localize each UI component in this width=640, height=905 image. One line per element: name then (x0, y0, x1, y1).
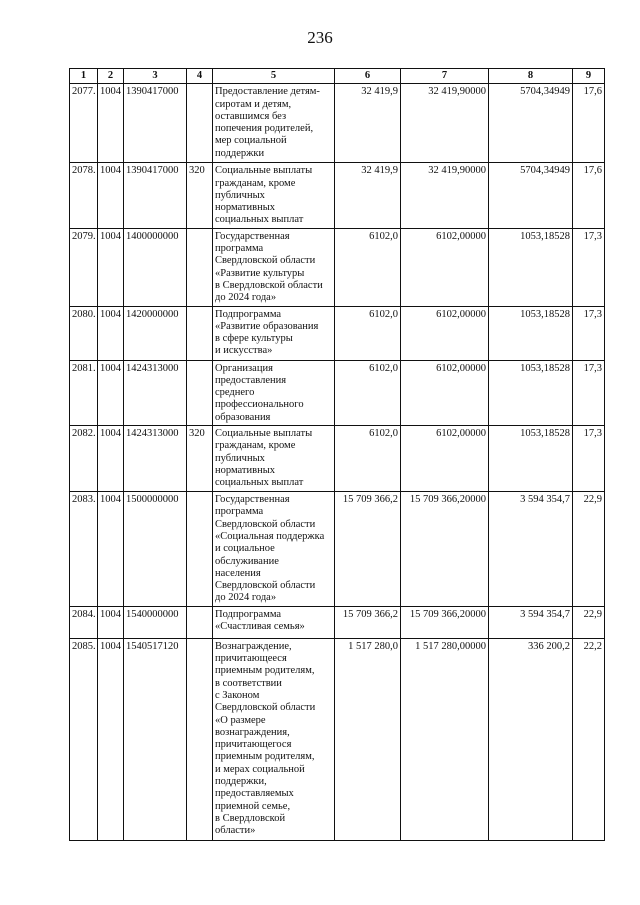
item-name-line: программа (215, 243, 264, 255)
target-code: 1540000000 (124, 606, 187, 638)
item-name (213, 426, 335, 492)
percent-complete: 17,6 (573, 84, 605, 163)
percent-complete: 17,6 (573, 163, 605, 228)
column-header: 3 (124, 69, 187, 84)
item-name (213, 606, 335, 638)
fact-amount: 5704,34949 (489, 163, 573, 228)
item-name-line: вознаграждения, (215, 726, 290, 738)
item-name-line: профессионального (215, 399, 304, 411)
column-header: 5 (213, 69, 335, 84)
item-name-line: Социальные выплаты (215, 165, 313, 177)
column-header: 7 (401, 69, 489, 84)
item-name-line: поддержки, (215, 775, 267, 787)
expense-type (187, 84, 213, 163)
target-code: 1500000000 (124, 492, 187, 607)
row-number: 2077. (70, 84, 98, 163)
column-header: 9 (573, 69, 605, 84)
item-name-line: социальных выплат (215, 214, 304, 226)
row-number: 2085. (70, 638, 98, 840)
expense-type (187, 360, 213, 425)
table-body (70, 84, 605, 840)
item-name-line: Социальные выплаты (215, 428, 313, 440)
table-row (70, 360, 605, 425)
item-name (213, 360, 335, 425)
plan-precise-amount: 32 419,90000 (401, 163, 489, 228)
target-code: 1424313000 (124, 426, 187, 492)
section-code: 1004 (98, 492, 124, 607)
table-row (70, 492, 605, 607)
item-name-line: образования (215, 411, 271, 423)
item-name-line: сиротам и детям, (215, 98, 292, 110)
item-name-line: до 2024 года» (215, 292, 277, 304)
item-name (213, 306, 335, 360)
section-code: 1004 (98, 228, 124, 306)
item-name-line: «Счастливая семья» (215, 621, 305, 633)
item-name-line: до 2024 года» (215, 592, 277, 604)
item-name-line: Государственная (215, 230, 290, 242)
plan-amount: 1 517 280,0 (335, 638, 401, 840)
column-header: 1 (70, 69, 98, 84)
column-header: 4 (187, 69, 213, 84)
expense-type: 320 (187, 426, 213, 492)
item-name-line: и мерах социальной (215, 763, 305, 775)
expense-type: 320 (187, 163, 213, 228)
item-name-line: и социальное (215, 543, 275, 555)
plan-precise-amount: 32 419,90000 (401, 84, 489, 163)
item-name-line: в Свердловской области (215, 279, 323, 291)
percent-complete: 17,3 (573, 360, 605, 425)
item-name-line: приемной семье, (215, 800, 291, 812)
page-number: 236 (307, 28, 333, 47)
plan-amount: 6102,0 (335, 228, 401, 306)
row-number: 2084. (70, 606, 98, 638)
table-row (70, 306, 605, 360)
fact-amount: 1053,18528 (489, 306, 573, 360)
section-code: 1004 (98, 84, 124, 163)
expense-type (187, 228, 213, 306)
item-name-line: программа (215, 506, 264, 518)
item-name-line: нормативных (215, 464, 276, 476)
section-code: 1004 (98, 163, 124, 228)
plan-precise-amount: 6102,00000 (401, 426, 489, 492)
fact-amount: 1053,18528 (489, 426, 573, 492)
percent-complete: 17,3 (573, 228, 605, 306)
plan-precise-amount: 15 709 366,20000 (401, 606, 489, 638)
item-name-line: Свердловской области (215, 702, 316, 714)
table-row (70, 638, 605, 840)
column-header: 2 (98, 69, 124, 84)
plan-precise-amount: 6102,00000 (401, 228, 489, 306)
item-name-line: публичных (215, 452, 265, 464)
target-code: 1540517120 (124, 638, 187, 840)
table-row (70, 84, 605, 163)
item-name-line: Государственная (215, 494, 290, 506)
expense-type (187, 606, 213, 638)
item-name-line: причитающееся (215, 653, 287, 665)
table-row (70, 163, 605, 228)
column-header: 6 (335, 69, 401, 84)
item-name-line: «Развитие образования (215, 320, 319, 332)
item-name-line: социальных выплат (215, 477, 304, 489)
item-name-line: с Законом (215, 689, 260, 701)
item-name-line: Вознаграждение, (215, 640, 292, 652)
percent-complete: 22,9 (573, 492, 605, 607)
item-name-line: гражданам, кроме (215, 440, 296, 452)
item-name-line: Подпрограмма (215, 608, 282, 620)
target-code: 1390417000 (124, 84, 187, 163)
fact-amount: 1053,18528 (489, 360, 573, 425)
section-code: 1004 (98, 306, 124, 360)
fact-amount: 5704,34949 (489, 84, 573, 163)
column-header: 8 (489, 69, 573, 84)
item-name-line: «Социальная поддержка (215, 530, 325, 542)
expense-type (187, 306, 213, 360)
section-code: 1004 (98, 638, 124, 840)
section-code: 1004 (98, 426, 124, 492)
target-code: 1424313000 (124, 360, 187, 425)
plan-amount: 32 419,9 (335, 84, 401, 163)
table-row (70, 426, 605, 492)
item-name-line: публичных (215, 189, 265, 201)
row-number: 2083. (70, 492, 98, 607)
fact-amount: 336 200,2 (489, 638, 573, 840)
item-name (213, 492, 335, 607)
row-number: 2080. (70, 306, 98, 360)
item-name-line: Организация (215, 362, 273, 374)
item-name (213, 163, 335, 228)
item-name-line: среднего (215, 387, 255, 399)
item-name (213, 638, 335, 840)
fact-amount: 3 594 354,7 (489, 606, 573, 638)
item-name-line: приемным родителям, (215, 751, 315, 763)
percent-complete: 22,9 (573, 606, 605, 638)
item-name-line: предоставления (215, 374, 287, 386)
percent-complete: 17,3 (573, 306, 605, 360)
item-name-line: в сфере культуры (215, 333, 293, 345)
percent-complete: 17,3 (573, 426, 605, 492)
item-name-line: в соответствии (215, 677, 282, 689)
item-name-line: населения (215, 567, 261, 579)
item-name-line: нормативных (215, 202, 276, 214)
plan-amount: 15 709 366,2 (335, 606, 401, 638)
plan-precise-amount: 1 517 280,00000 (401, 638, 489, 840)
row-number: 2082. (70, 426, 98, 492)
item-name-line: области» (215, 825, 256, 837)
table-row (70, 228, 605, 306)
plan-amount: 32 419,9 (335, 163, 401, 228)
row-number: 2079. (70, 228, 98, 306)
item-name-line: гражданам, кроме (215, 177, 296, 189)
plan-amount: 6102,0 (335, 360, 401, 425)
item-name-line: обслуживание (215, 555, 279, 567)
row-number: 2081. (70, 360, 98, 425)
plan-amount: 6102,0 (335, 426, 401, 492)
target-code: 1390417000 (124, 163, 187, 228)
fact-amount: 3 594 354,7 (489, 492, 573, 607)
section-code: 1004 (98, 360, 124, 425)
table-row (70, 606, 605, 638)
fact-amount: 1053,18528 (489, 228, 573, 306)
item-name-line: и искусства» (215, 345, 273, 357)
item-name-line: предоставляемых (215, 788, 294, 800)
item-name-line: Свердловской области (215, 518, 316, 530)
expense-type (187, 492, 213, 607)
plan-amount: 6102,0 (335, 306, 401, 360)
row-number: 2078. (70, 163, 98, 228)
item-name-line: приемным родителям, (215, 665, 315, 677)
plan-precise-amount: 15 709 366,20000 (401, 492, 489, 607)
item-name-line: попечения родителей, (215, 123, 314, 135)
item-name-line: мер социальной (215, 135, 287, 147)
item-name-line: поддержки (215, 147, 265, 159)
item-name-line: Свердловской области (215, 580, 316, 592)
item-name-line: в Свердловской (215, 812, 286, 824)
percent-complete: 22,2 (573, 638, 605, 840)
item-name (213, 228, 335, 306)
section-code: 1004 (98, 606, 124, 638)
item-name-line: Свердловской области (215, 255, 316, 267)
item-name-line: «О размере (215, 714, 266, 726)
plan-precise-amount: 6102,00000 (401, 306, 489, 360)
target-code: 1400000000 (124, 228, 187, 306)
plan-precise-amount: 6102,00000 (401, 360, 489, 425)
item-name-line: Подпрограмма (215, 308, 282, 320)
expense-type (187, 638, 213, 840)
plan-amount: 15 709 366,2 (335, 492, 401, 607)
item-name-line: Предоставление детям- (215, 86, 320, 98)
item-name (213, 84, 335, 163)
budget-table (69, 68, 605, 841)
item-name-line: «Развитие культуры (215, 267, 305, 279)
target-code: 1420000000 (124, 306, 187, 360)
item-name-line: причитающегося (215, 739, 292, 751)
table-header-row (70, 69, 605, 84)
item-name-line: оставшимся без (215, 110, 287, 122)
